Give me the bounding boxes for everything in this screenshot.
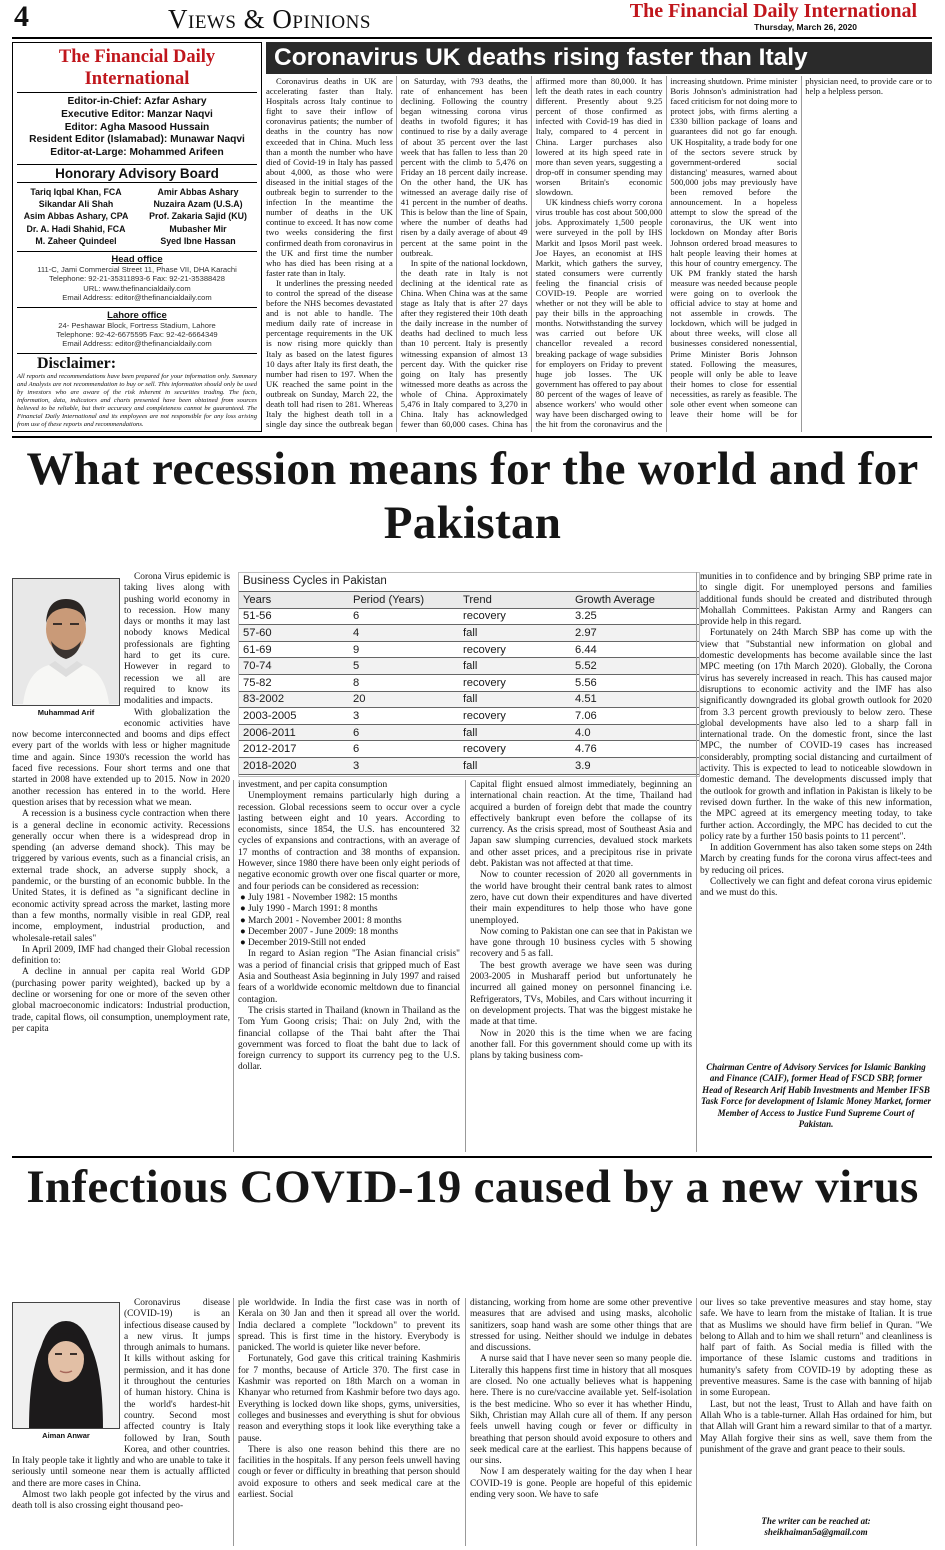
bullet-text: December 2007 - June 2009: 18 months (248, 926, 398, 937)
article-paragraph: Coronavirus deaths in UK are accelerating faster than Italy. Hospitals across Italy continue to fight to save their inflow of coronavirus patients; the number of deaths in the country has now exceeded that in China. Much less than a month the number who have died of Covid-19 in Italy has passed about 4,000, as those who were diseased in the initial stages of the outbreak begin to surrender to the infection In the meantime the number of deaths in the UK continue to exceed. It has now come two weeks considering the first confirmed death from coronavirus in the UK and first time the number who has died has been rising at a faster rate than in Italy. (266, 76, 393, 278)
covid-column-4 (700, 1298, 932, 1512)
article-paragraph: Now I am desperately waiting for the day when I hear COVID-19 is gone. People are hopeful of this epidemic ending very soon. We have to safe (470, 1467, 692, 1501)
table-cell: 6 (349, 724, 459, 741)
recession-column-2 (238, 780, 460, 1152)
advisory-member: Sikandar Ali Shah (38, 199, 114, 210)
article-paragraph: Now coming to Pakistan one can see that in Pakistan we have gone through 10 business cycles with 5 showing recovery and 5 as fall. (470, 926, 692, 960)
article-paragraph: In regard to Asian region "The Asian financial crisis" was a period of financial crisis that gripped much of East Asia and Southeast Asia beginning in July 1997 and raised fears of a worldwide economic meltdown due to financial contagion. (238, 949, 460, 1005)
table-cell: 2006-2011 (239, 724, 349, 741)
table-cell: 57-60 (239, 625, 349, 642)
table-cell: 4.76 (571, 741, 699, 758)
disclaimer-title: Disclaimer: (17, 353, 257, 373)
table-cell: 61-69 (239, 641, 349, 658)
business-cycles-table-box (238, 572, 700, 777)
lahore-office-phone: Telephone: 92-42-6675595 Fax: 92-42-6664349 (56, 330, 218, 340)
table-cell: 20 (349, 691, 459, 708)
article-paragraph: distancing, working from home are some other preventive measures that are advised and using masks, alcoholic sanitizers, soap hand wash are some other things that are stressed for using. Neither should we indulge in debates and discussions. (470, 1298, 692, 1354)
staff-editor-in-chief: Editor-in-Chief: Azfar Ashary (67, 96, 207, 107)
author-email[interactable]: sheikhaiman5a@gmail.com (764, 1527, 868, 1538)
advisory-member: Nuzaira Azam (U.S.A) (153, 199, 243, 210)
covid-headline: Infectious COVID-19 caused by a new virus (26, 1161, 919, 1213)
table-row (239, 641, 699, 658)
issue-date: Thursday, March 26, 2020 (754, 22, 857, 32)
staff-box (12, 42, 262, 432)
advisory-board-list (17, 186, 257, 247)
top-article-headline: Coronavirus UK deaths rising faster than Italy (266, 42, 932, 74)
table-cell: recovery (459, 608, 571, 625)
article-paragraph: A recession is a business cycle contraction when there is a general decline in economic activity. Recessions generally occur when there is a widespread drop in spending (an adverse demand shock). This may be triggered by various events, such as a financial crisis, an external trade shock, an adverse supply shock, a pandemic, or the bursting of an economic bubble. In the United States, it is defined as "a significant decline in economic activity spread across the market, lasting more than a few months, normally visible in real GDP, real income, employment, industrial production, and wholesale-retail sales" (12, 809, 230, 944)
author-portrait-icon (13, 1303, 119, 1429)
lahore-office-email: Email Address: editor@thefinancialdaily.com (62, 339, 212, 349)
masthead-paper-name: The Financial Daily International (629, 0, 917, 22)
table-row (239, 708, 699, 725)
table-cell: fall (459, 757, 571, 774)
article-paragraph: Now to counter recession of 2020 all governments in the world have brought their central bank rates to almost zero, have cut down their expenditures and have diverted their main expenditures to help those who have gone unemployed. (470, 870, 692, 926)
article-paragraph: There is also one reason behind this there are no facilities in the hospitals. If any person feels unwell having cough or fever or difficulty in breathing that person should avoid exposure to others and seek medical care at the earliest. Social (238, 1444, 460, 1501)
table-row (239, 674, 699, 691)
bullet-text: July 1981 - November 1982: 15 months (248, 892, 398, 903)
advisory-member: Syed Ibne Hassan (160, 235, 236, 246)
staff-paper-name: The Financial Daily International (17, 46, 257, 93)
article-paragraph: Corona Virus epidemic is taking lives along with pushing world economy in to recession. How many days or months it may last nobody knows Medical professionals are fighting hard to get its cure. However in regard to recession we all are required to know its modalities and impacts. (124, 572, 230, 707)
list-item: ● December 2019-Still not ended (240, 938, 366, 949)
advisory-member: Mubasher Mir (169, 223, 227, 234)
table-cell: 4.51 (571, 691, 699, 708)
table-cell: 6 (349, 608, 459, 625)
section-title: Views & Opinions (168, 4, 371, 34)
column-rule (696, 572, 697, 1152)
section-divider (12, 1156, 932, 1158)
bullet-text: July 1990 - March 1991: 8 months (248, 904, 378, 915)
article-paragraph: Collectively we can fight and defeat corona virus epidemic and we must do this. (700, 877, 932, 899)
author-photo-muhammad-arif (12, 578, 120, 718)
covid-column-3 (470, 1298, 692, 1546)
table-cell: 2012-2017 (239, 741, 349, 758)
table-cell: 70-74 (239, 658, 349, 675)
staff-executive-editor: Executive Editor: Manzar Naqvi (61, 108, 213, 120)
table-cell: 2018-2020 (239, 757, 349, 774)
table-body (239, 608, 699, 774)
article-paragraph: A decline in annual per capita real World GDP (purchasing power parity weighted), backed up by a decline or worsening for one or more of the seven other global macroeconomic indicators: Industrial production, trade, capital flows, oil consumption, unemployment rate, per capita (12, 967, 230, 1034)
table-header-row (239, 592, 699, 609)
head-office-phone: Telephone: 92-21-35311893-6 Fax: 92-21-35388428 (49, 274, 225, 284)
table-row (239, 757, 699, 774)
table-cell: 9 (349, 641, 459, 658)
table-cell: 3.9 (571, 757, 699, 774)
recession-column-3 (470, 780, 692, 1152)
table-row (239, 691, 699, 708)
recession-headline: What recession means for the world and for Pakistan (26, 443, 919, 549)
table-cell: 4 (349, 625, 459, 642)
staff-resident-editor: Resident Editor (Islamabad): Munawar Naqvi (29, 134, 245, 146)
table-header-cell: Period (Years) (349, 592, 459, 609)
article-paragraph: In spite of the national lockdown, the death rate in Italy is not declining at the identical rate as China. When China was at the same stage as Italy that is after 27 days after they registered their 10th death the daily increase in the number of deaths had declined to much less than 10 percent. Italy is presently witnessing expansion of almost 13 percent day. With the quicker rise going on Italy has presently witnessed more deaths as across the whole of China. Approximately 5,476 in Italy compared to 3,270 in China. Italy has acknowledged fewer than 60,000 cases. China has affirmed more than 80,000. It has left the death rates in each country different. Presently about 9.25 percent of those confirmed as infected with Covid-19 has died in Italy, compared to 4 percent in China. Larger purchases also lowered at its high speed rate in more than seven years, suggesting a drop-off in consumer spending may worsen Britain's economic slowdown. (400, 76, 663, 430)
article-paragraph: investment, and per capita consumption (238, 780, 388, 790)
advisory-member: Prof. Zakaria Sajid (KU) (149, 211, 247, 222)
table-row (239, 724, 699, 741)
table-cell: 6.44 (571, 641, 699, 658)
table-cell: 5.52 (571, 658, 699, 675)
disclaimer-text: All reports and recommendations have been prepared for your information only. Summary and Analysis are not recommendation to buy or sell. This information should only be used by investors who are aware of the risk inherent in securities trading. The facts, information, data, indicators and charts presented have been obtained from sources believed to be reliable, but their accuracy and completeness cannot be guaranteed. The Financial Daily International and its employees are not responsible for any loss arising from use of these reports and recommendations. (17, 372, 257, 429)
advisory-member: Dr. A. Hadi Shahid, FCA (26, 223, 126, 234)
advisory-member: Amir Abbas Ashary (157, 186, 239, 197)
article-paragraph: The crisis started in Thailand (known in Thailand as the Tom Yum Goong crisis; Thai: on July 2nd, with the financial collapse of the Thai baht after the Thai government was forced to float the baht due to lack of foreign currency to support its currency peg to the U.S. dollar. (238, 1005, 460, 1073)
table-cell: 3.25 (571, 608, 699, 625)
business-cycles-table (239, 591, 699, 775)
table-header-cell: Years (239, 592, 349, 609)
section-divider (12, 436, 932, 438)
table-cell: 5 (349, 658, 459, 675)
table-row (239, 741, 699, 758)
staff-list (17, 96, 257, 160)
author-photo-aiman-anwar (12, 1302, 120, 1442)
header-rule (12, 37, 932, 39)
article-paragraph: Coronavirus disease (COVID-19) is an infectious disease caused by a new virus. It jumps through animals to humans. It kills without asking for permission, and it has done it throughout the centuries of human history. China is the world's hardest-hit country. Second most affected country is Italy followed by Iran, South Korea, and other countries. In Italy people take it lightly and who are unable to take it seriously until someone near them is actually afflicted and there are more cases in China. (12, 1298, 230, 1489)
column-rule (233, 780, 234, 1152)
table-cell: fall (459, 724, 571, 741)
list-item: ● July 1981 - November 1982: 15 months (240, 892, 398, 903)
recession-column-4 (700, 572, 932, 1062)
article-paragraph: Fortunately on 24th March SBP has come up with the view that "Substantial new information on global and domestic developments has become available since the last MPC meeting (on 17th March 2020). Globally, the Corona virus has severely increased in reach. This has caused major disruptions to economic activity and the IMF has also significantly downgraded its global growth outlook for 2020 from 3.3 percent growth previously to below zero. These global developments have also led to a sharp fall in international trade. On the domestic front, since the last MPC, the number of COVID-19 cases has increased considerably, prompting social distancing and curtailment of activity. This is expected to lead to noticeable slowdown in domestic demand. The developments discussed imply that the outlook for growth and inflation in Pakistan is likely to be revised down further. In the wake of this new information, the MPC agreed at its emergency meeting today, to take further action. Accordingly, the MPC has decided to cut the policy rate by a further 150 basis points to 11 percent". (700, 628, 932, 842)
table-cell: recovery (459, 641, 571, 658)
article-paragraph: Last, but not the least, Trust to Allah and have faith on Allah Who is a table-turner. Allah Has ordained for him, but that Allah will Grant him a reward similar to that of a martyr. May Allah forgive their sins as well, save them from the punishment of the grave and grant peace to their souls. (700, 1399, 932, 1455)
article-paragraph: With globalization the economic activities have now become interconnected and booms and dips effect every part of the worlds with less or higher magnitude time and again. Since 1930's recession the world has faced five recessions. Four short terms and one that started in 2008 have extended up to 2015. Now in 2020 another recession has entered in to the world. Here question arises that by recession what we mean. (12, 707, 230, 808)
article-paragraph: Capital flight ensued almost immediately, beginning an international chain reaction. At the time, Thailand had acquired a burden of foreign debt that made the country effectively bankrupt even before the collapse of its currency. As the crisis spread, most of Southeast Asia and Japan saw slumping currencies, devalued stock markets and other asset prices, and a precipitous rise in private debt. Pakistan was not affected at that time. (470, 780, 692, 870)
head-office-email: Email Address: editor@thefinancialdaily.com (62, 293, 212, 303)
table-row (239, 658, 699, 675)
table-header-cell: Trend (459, 592, 571, 609)
staff-editor: Editor: Agha Masood Hussain (64, 121, 210, 133)
table-cell: 75-82 (239, 674, 349, 691)
head-office-title: Head office (17, 251, 257, 265)
table-cell: 5.56 (571, 674, 699, 691)
head-office-address: 111-C, Jami Commercial Street 11, Phase VII, DHA Karachi (37, 265, 237, 274)
list-item: ● March 2001 - November 2001: 8 months (240, 915, 402, 926)
page-number: 4 (14, 0, 29, 33)
author-contact-label: The writer can be reached at: (761, 1516, 871, 1526)
table-cell: recovery (459, 741, 571, 758)
column-rule (465, 780, 466, 1152)
article-paragraph: In addition Government has also taken some steps on 24th March by creating funds for the corona virus affect-tees and by reducing oil prices. (700, 843, 932, 876)
table-cell: fall (459, 691, 571, 708)
table-cell: 83-2002 (239, 691, 349, 708)
article-paragraph: Almost two lakh people got infected by the virus and death toll is also crossing eight thousand peo- (12, 1490, 230, 1512)
advisory-member: M. Zaheer Quindeel (35, 235, 117, 246)
table-title: Business Cycles in Pakistan (243, 575, 387, 587)
article-paragraph: ple worldwide. In India the first case was in north of Kerala on 30 Jan and then it spread all over the world. India declared a complete "lockdown" to prevent its spread. This is first time in the history. Everybody is panicked. The world is quieter like never before. (238, 1298, 460, 1354)
table-cell: 51-56 (239, 608, 349, 625)
article-paragraph: Unemployment remains particularly high during a recession. Global recessions seem to occur over a cycle lasting between eight and 10 years. According to economists, since 1854, the U.S. has encountered 32 cycles of expansions and contractions, with an average of 17 months of contraction and 38 months of expansion. However, since 1980 there have been only eight periods of negative economic growth over one fiscal quarter or more, and four periods can be considered as recession: (238, 791, 460, 892)
table-cell: 7.06 (571, 708, 699, 725)
bullet-text: December 2019-Still not ended (248, 938, 366, 949)
column-rule (696, 1298, 697, 1546)
table-cell: 3 (349, 708, 459, 725)
column-rule (465, 1298, 466, 1546)
list-item: ● December 2007 - June 2009: 18 months (240, 926, 398, 937)
author-caption: Muhammad Arif (12, 705, 120, 718)
table-row (239, 608, 699, 625)
lahore-office-title: Lahore office (17, 307, 257, 321)
top-article-body (266, 76, 932, 432)
article-paragraph: It underlines the pressing needed to control the spread of the disease before the NHS becomes devastated and is not able to handle. The medium daily rate of increase in percentage requirements in the UK is now rising more quickly than Italy as based on the latest figures 10 days after Italy its first death, the number had risen to 197. When the UK reached the same point in the outbreak on Sunday, March 22, the death toll had risen to 281. Whereas Italy the highest death toll in a single day since the outbreak began on Saturday, with 793 deaths, the rate of enhancement has been declining. Following the country began witnessing corona virus deaths in twofold figures; it has continued to rise by a daily average of about 35 percent over the last week that has fallen to less than 20 percent with the climb to 5,476 on Friday an 18 percent daily increase. On the other hand, the UK has witnessed an average daily rise of 41 percent in the number of deaths. This is below than the line of Spain, where the number of deaths had risen by a daily average of about 49 percent at the same point in the outbreak. (266, 76, 528, 430)
article-paragraph: The best growth average we have seen was during 2003-2005 in Musharaff period but unfortunately he incurred all gained money on personnel financing i.e. Refrigerators, TVs, Mobiles, and Cars without incurring it on development projects. That was the biggest mistake he made at that time. (470, 960, 692, 1028)
list-item: ● July 1990 - March 1991: 8 months (240, 904, 378, 915)
staff-editor-at-large: Editor-at-Large: Mohammed Arifeen (50, 147, 224, 159)
table-cell: 8 (349, 674, 459, 691)
article-paragraph: In April 2009, IMF had changed their Global recession definition to: (12, 944, 230, 967)
head-office-url: URL: www.thefinancialdaily.com (83, 283, 191, 293)
table-row (239, 625, 699, 642)
table-cell: fall (459, 625, 571, 642)
advisory-member: Tariq Iqbal Khan, FCA (30, 186, 122, 197)
table-cell: 4.0 (571, 724, 699, 741)
table-cell: fall (459, 658, 571, 675)
table-header-cell: Growth Average (571, 592, 699, 609)
table-cell: 3 (349, 757, 459, 774)
author-caption: Aiman Anwar (12, 1428, 120, 1442)
table-cell: recovery (459, 674, 571, 691)
table-cell: 2.97 (571, 625, 699, 642)
article-paragraph: UK kindness chiefs worry corona virus trouble has cost about 500,000 jobs. Approximately 1,500 people were surveyed in the poll by IHS Markit and Ipsos Moril past week. Joe Hayes, an economist at IHS Markit, which gathers the survey, stated consumers were currently feeling the financial crisis of COVID-19. People are worried whether or not they will be able to pay their bills in the approaching months. Notwithstanding the survey was carried out before UK chancellor revealed a record breaking package of wage subsidies for employers on Friday to prevent huge job losses. The UK government has offered to pay about 80 percent of the wages of leave of absence workers' who would other way have been discharged owing to the hit from the coronavirus and the increasing shutdown. Prime minister Boris Johnson's administration had faced criticism for not doing more to protect jobs, with firms alerting a £330 billion package of loans and guarantees did not go far enough. UK Hospitality, a trade body for one of the sectors severe struck by government-ordered social distancing' measures, warned about 500,000 jobs may previously have been removed before the announcement. In a hopeless attempt to slow the spread of the coronavirus, the UK went into lockdown on Monday after Boris Johnson ordered broad measures to halt people leaving their homes at this hour of country emergency. The UK PM frankly stated the harsh measure was needed because people were going on to overlook the official advice to stay at home and not assemble in crowds. The lockdown, which will be judged in about three weeks, will close all businesses considered nonessential, Prime Minister Boris Johnson stated. Following the measures, people will only be able to leave their homes to close for essential necessities, as rarely as feasible. The sole other event when someone can leave their home will be for physician need, to provide care or to help a helpless person. (535, 76, 932, 430)
table-cell: recovery (459, 708, 571, 725)
author-contact (700, 1516, 932, 1544)
author-bio: Chairman Centre of Advisory Services for Islamic Banking and Finance (CAIF), former Head of FSCD SBP, former Head of Research Arif Habib Investments and Member IFSB Task Force for development of Islamic Money Market, former Member of Access to Justice Fund Supreme Court of Pakistan. (701, 1062, 931, 1130)
author-portrait-icon (13, 579, 119, 704)
lahore-office-address: 24- Peshawar Block, Fortress Stadium, Lahore (58, 320, 216, 330)
table-cell: 2003-2005 (239, 708, 349, 725)
column-rule (233, 1298, 234, 1546)
article-paragraph: munities in to confidence and by bringing SBP prime rate in to single digit. For unemployed persons and families additional funds should be created and distributed through Mohallah Committees. Pakistan Army and Rangers can provide help in this regard. (700, 572, 932, 628)
article-paragraph: A nurse said that I have never seen so many people die. Literally this happens first time in history that all mosques are closed. No one actually believes what is happening here. There is no cure/vaccine available yet. Self-isolation is the best medicine. Who so ever it has whether Hindu, Sikh, Christian may Allah cure all of them. If any person feels unwell having cough or fever or difficulty in breathing that person should avoid exposure to others and seek medical care at the earliest. This happens because of our sins. (470, 1354, 692, 1467)
bullet-text: March 2001 - November 2001: 8 months (248, 915, 402, 926)
advisory-member: Asim Abbas Ashary, CPA (23, 211, 129, 222)
advisory-board-title: Honorary Advisory Board (17, 164, 257, 183)
article-paragraph: our lives so take preventive measures and stay home, stay safe. We have to learn from the mistake of Italian. It is true that as Muslims we should have firm belief in Quran. "We belong to Allah and to him we shall return" and cleanliness is half part of faith. As Social media is filled with the importance of these Islamic customs and traditions in humanity's safety from COVID-19 by adopting these as preventive measures. Same is the case with banning of hijab in some European. (700, 1298, 932, 1399)
covid-column-2 (238, 1298, 460, 1546)
article-paragraph: Fortunately, God gave this critical training Kashmiris for 7 months, because of Article 370. The first case in Kashmir was reported on 18th March on a woman in Khanyar who returned from Kashmir before two days ago. Everything is locked down like shops, gyms, universities, colleges and businesses and everything is shut for obvious reason and everything stops it look like everything take a pause. (238, 1354, 460, 1444)
table-cell: 6 (349, 741, 459, 758)
article-paragraph: Now in 2020 this is the time when we are facing another fall. For this government should come up with its plans by taking business com- (470, 1028, 692, 1062)
